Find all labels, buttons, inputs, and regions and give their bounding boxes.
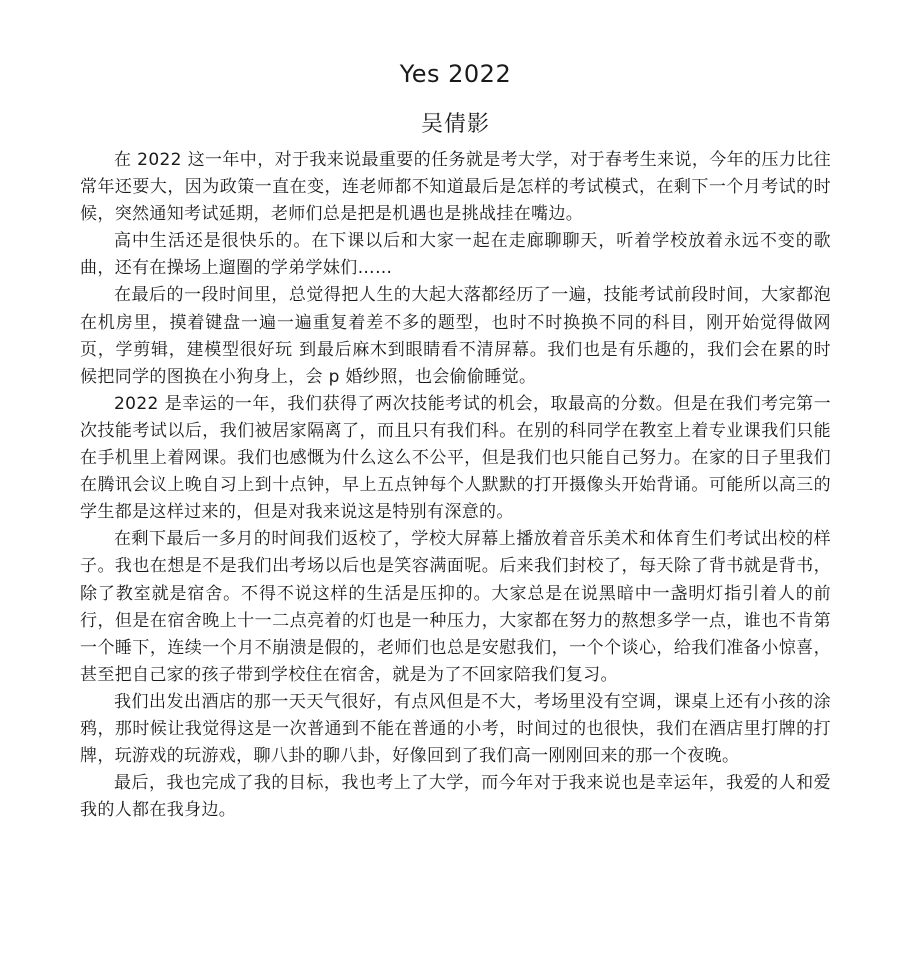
document-body (80, 147, 831, 824)
author-name: 吴倩影 (420, 112, 490, 137)
paragraph-6: 我们出发出酒店的那一天天气很好，有点风但是不大，考场里没有空调，课桌上还有小孩的涂鸦，那时候让我觉得这是一次普通到不能在普通的小考，时间过的也很快，我们在酒店里打牌的打牌，玩游戏的玩游戏，聊八卦的聊八卦，好像回到了我们高一刚刚回来的那一个夜晚。 (80, 691, 831, 767)
paragraph-4: 2022 是幸运的一年，我们获得了两次技能考试的机会，取最高的分数。但是在我们考完第一次技能考试以后，我们被居家隔离了，而且只有我们科。在别的科同学在教室上着专业课我们只能在手机里上着网课。我们也感慨为什么这么不公平，但是我们也只能自己努力。在家的日子里我们在腾讯会议上晚自习上到十点钟，早上五点钟每个人默默的打开摄像头开始背诵。可能所以高三的学生都是这样过来的，但是对我来说这是特别有深意的。 (80, 393, 831, 523)
paragraph-2: 高中生活还是很快乐的。在下课以后和大家一起在走廊聊聊天，听着学校放着永远不变的歌曲，还有在操场上遛圈的学弟学妹们…… (80, 231, 831, 279)
paragraph-5: 在剩下最后一多月的时间我们返校了，学校大屏幕上播放着音乐美术和体育生们考试出校的样子。我也在想是不是我们出考场以后也是笑容满面呢。后来我们封校了，每天除了背书就是背书，除了教室就是宿舍。不得不说这样的生活是压抑的。大家总是在说黑暗中一盏明灯指引着人的前行，但是在宿舍晚上十一二点亮着的灯也是一种压力，大家都在努力的熬想多学一点，谁也不肯第一个睡下，连续一个月不崩溃是假的，老师们也总是安慰我们，一个个谈心，给我们准备小惊喜，甚至把自己家的孩子带到学校住在宿舍，就是为了不回家陪我们复习。 (80, 529, 831, 685)
paragraph-7: 最后，我也完成了我的目标，我也考上了大学，而今年对于我来说也是幸运年，我爱的人和爱我的人都在我身边。 (80, 773, 831, 821)
document-title: Yes 2022 (399, 60, 512, 88)
paragraph-3: 在最后的一段时间里，总觉得把人生的大起大落都经历了一遍，技能考试前段时间，大家都泡在机房里，摸着键盘一遍一遍重复着差不多的题型，也时不时换换不同的科目，刚开始觉得做网页，学剪辑，建模型很好玩 到最后麻木到眼睛看不清屏幕。我们也是有乐趣的，我们会在累的时候把同学的图换在小狗身上，会 p 婚纱照，也会偷偷睡觉。 (80, 285, 831, 387)
paragraph-1: 在 2022 这一年中，对于我来说最重要的任务就是考大学，对于春考生来说，今年的压力比往常年还要大，因为政策一直在变，连老师都不知道最后是怎样的考试模式，在剩下一个月考试的时候，突然通知考试延期，老师们总是把是机遇也是挑战挂在嘴边。 (80, 150, 831, 225)
